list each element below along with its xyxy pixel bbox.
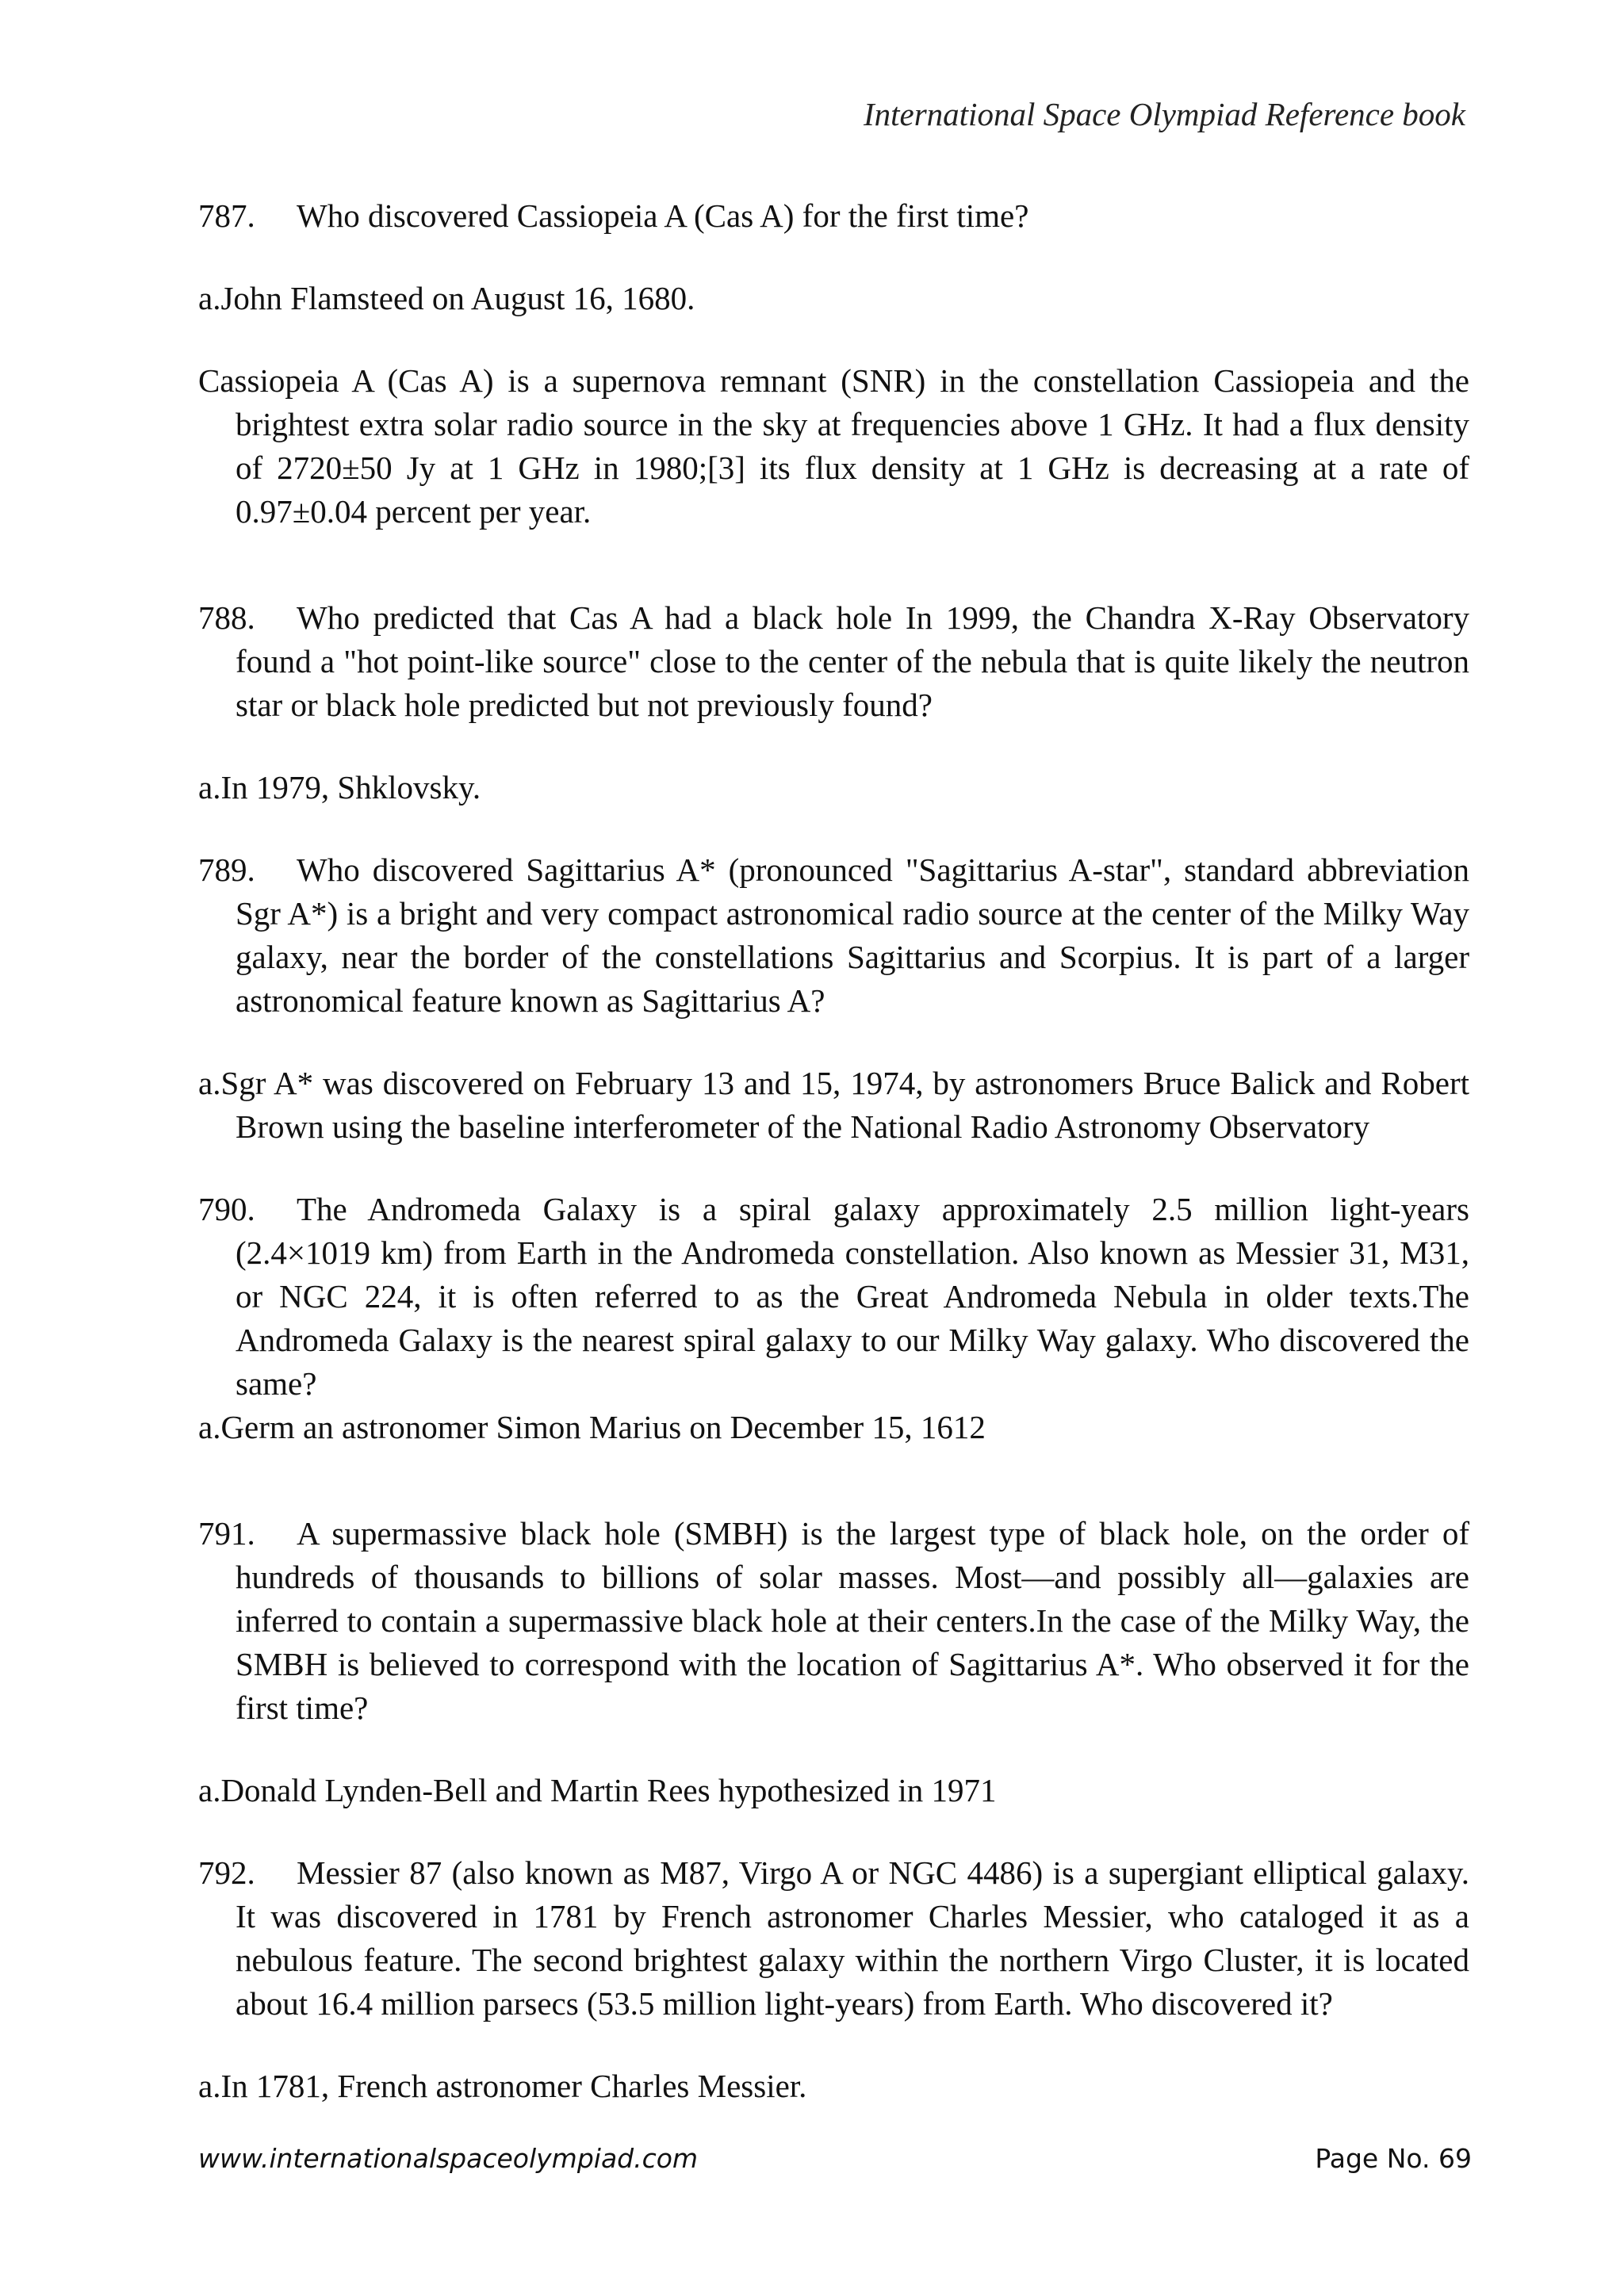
question-number: 789. — [198, 851, 255, 888]
question-788 — [198, 596, 1469, 727]
question-text: Who predicted that Cas A had a black hole In 1999, the Chandra X-Ray Observatory found a "hot point-like source" close to the center of the nebula that is quite likely the neutron star or black hole predicted but not previously found? — [236, 599, 1469, 723]
question-number: 788. — [198, 599, 255, 636]
question-text: The Andromeda Galaxy is a spiral galaxy approximately 2.5 million light-years (2.4×1019 km) from Earth in the Andromeda constellation. Also known as Messier 31, M31, or NGC 224, it is often referred to as the Great Andromeda Nebula in older texts.The Andromeda Galaxy is the nearest spiral galaxy to our Milky Way galaxy. Who discovered the same? — [236, 1191, 1469, 1402]
question-number: 792. — [198, 1854, 255, 1891]
question-text: Who discovered Sagittarius A* (pronounced "Sagittarius A-star", standard abbreviation Sgr A*) is a bright and very compact astronomical radio source at the center of the Milky Way galaxy, near the border of the constellations Sagittarius and Scorpius. It is part of a larger astronomical feature known as Sagittarius A? — [236, 851, 1469, 1019]
question-number: 787. — [198, 197, 255, 234]
question-text: Messier 87 (also known as M87, Virgo A or NGC 4486) is a supergiant elliptical galaxy. It was discovered in 1781 by French astronomer Charles Messier, who cataloged it as a nebulous feature. The second brightest galaxy within the northern Virgo Cluster, it is located about 16.4 million parsecs (53.5 million light-years) from Earth. Who discovered it? — [236, 1854, 1469, 2022]
page-content — [198, 194, 1469, 2108]
running-header: International Space Olympiad Reference book — [863, 96, 1465, 132]
answer-787: a.John Flamsteed on August 16, 1680. — [198, 280, 695, 316]
page-number: Page No. 69 — [1315, 2143, 1472, 2174]
question-790 — [198, 1188, 1469, 1406]
question-792 — [198, 1851, 1469, 2026]
answer-792: a.In 1781, French astronomer Charles Messier. — [198, 2068, 807, 2104]
question-text: A supermassive black hole (SMBH) is the largest type of black hole, on the order of hundreds of thousands to billions of solar masses. Most—and possibly all—galaxies are inferred to contain a supermassive black hole at their centers.In the case of the Milky Way, the SMBH is believed to correspond with the location of Sagittarius A*. Who observed it for the first time? — [236, 1515, 1469, 1726]
explanation-787: Cassiopeia A (Cas A) is a supernova remnant (SNR) in the constellation Cassiopeia and the brightest extra solar radio source in the sky at frequencies above 1 GHz. It had a flux density of 2720±50 Jy at 1 GHz in 1980;[3] its flux density at 1 GHz is decreasing at a rate of 0.97±0.04 percent per year. — [198, 362, 1469, 530]
question-number: 791. — [198, 1515, 255, 1552]
question-number: 790. — [198, 1191, 255, 1227]
question-791 — [198, 1512, 1469, 1730]
answer-790: a.Germ an astronomer Simon Marius on December 15, 1612 — [198, 1409, 986, 1445]
answer-791: a.Donald Lynden-Bell and Martin Rees hypothesized in 1971 — [198, 1772, 997, 1808]
answer-789: a.Sgr A* was discovered on February 13 and 15, 1974, by astronomers Bruce Balick and Robert Brown using the baseline interferometer of the National Radio Astronomy Observatory — [198, 1065, 1469, 1145]
footer-website-link[interactable]: www.internationalspaceolympiad.com — [198, 2143, 699, 2174]
answer-788: a.In 1979, Shklovsky. — [198, 769, 481, 806]
question-787 — [198, 194, 1469, 238]
question-789 — [198, 848, 1469, 1023]
question-text: Who discovered Cassiopeia A (Cas A) for the first time? — [297, 197, 1029, 234]
